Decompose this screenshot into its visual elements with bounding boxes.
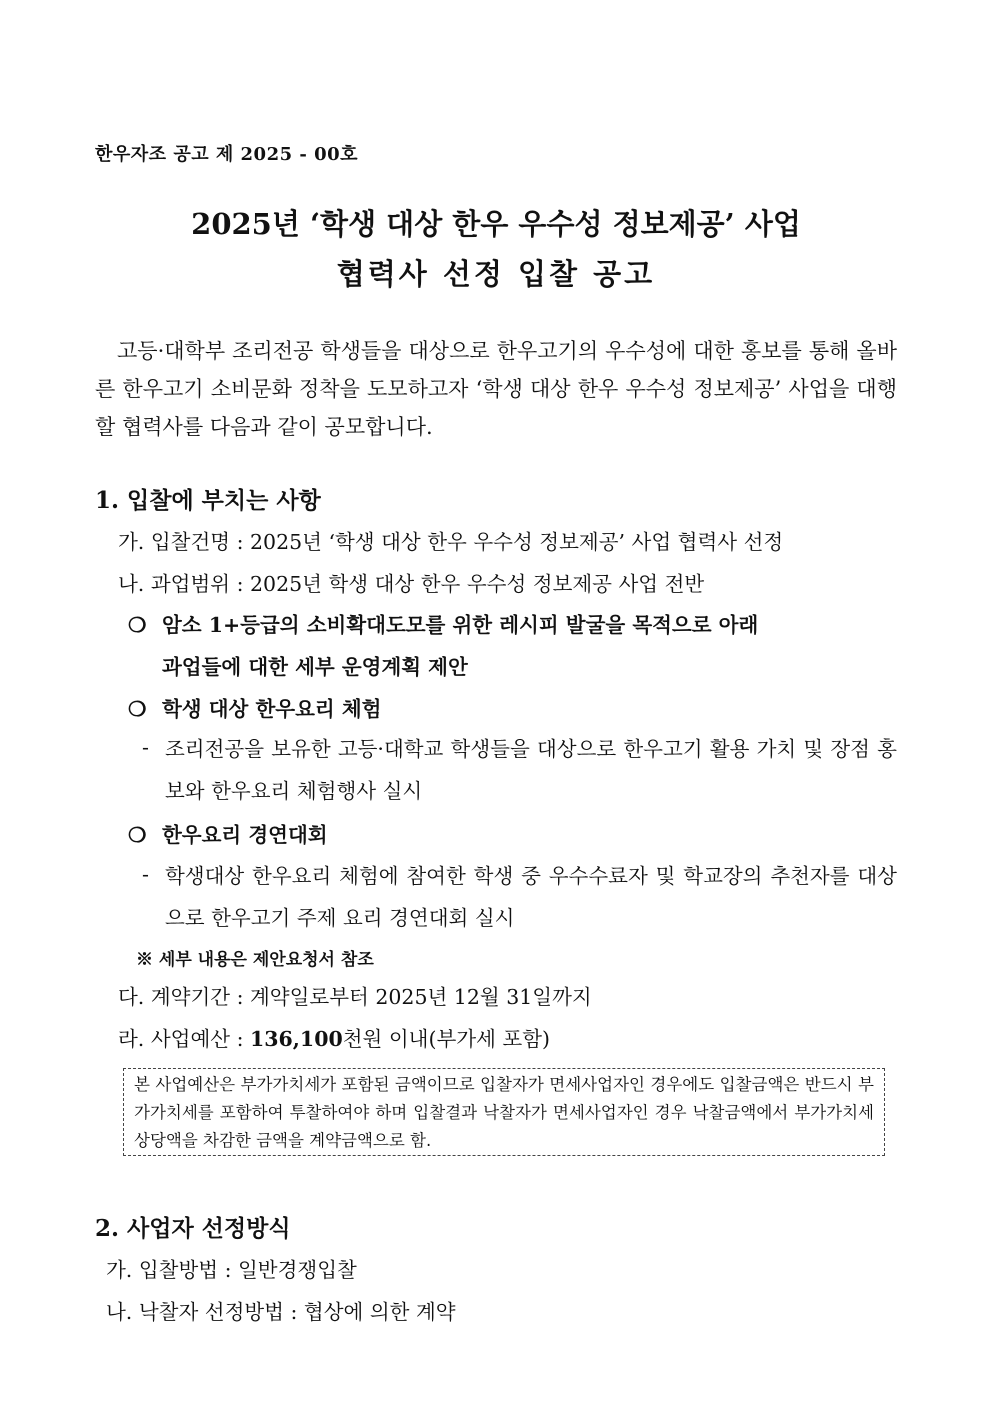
bullet-2-label: 학생 대상 한우요리 체험 xyxy=(162,697,382,721)
budget-amount: 136,100 xyxy=(250,1027,343,1051)
page-title-line1: 2025년 ‘학생 대상 한우 우수성 정보제공’ 사업 xyxy=(191,207,801,241)
bullet-1-line2: 과업들에 대한 세부 운영계획 제안 xyxy=(162,655,468,679)
item-ra-prefix: 라. 사업예산 : xyxy=(118,1027,250,1051)
section1-item-ra xyxy=(118,1022,550,1052)
bullet-1-line1: 암소 1+등급의 소비확대도모를 위한 레시피 발굴을 목적으로 아래 xyxy=(162,613,759,637)
item-ra-suffix: 천원 이내(부가세 포함) xyxy=(342,1027,550,1051)
section1-item-ga: 가. 입찰건명 : 2025년 ‘학생 대상 한우 우수성 정보제공’ 사업 협력사 선정 xyxy=(118,530,784,554)
bullet-3 xyxy=(128,818,328,848)
budget-notice-box: 본 사업예산은 부가가치세가 포함된 금액이므로 입찰자가 면세사업자인 경우에도 입찰금액은 반드시 부가가치세를 포함하여 투찰하여야 하며 입찰결과 낙찰자가 면세사업자인 경우 낙찰금액에서 부가가치세 상당액을 차감한 금액을 계약금액으로 함. xyxy=(123,1068,885,1156)
circle-bullet-icon: ❍ xyxy=(128,613,147,637)
bullet-2-detail: 조리전공을 보유한 고등·대학교 학생들을 대상으로 한우고기 활용 가치 및 장점 홍보와 한우요리 체험행사 실시 xyxy=(165,737,897,803)
intro-paragraph: 고등·대학부 조리전공 학생들을 대상으로 한우고기의 우수성에 대한 홍보를 통해 올바른 한우고기 소비문화 정착을 도모하고자 ‘학생 대상 한우 우수성 정보제공’ 사업을 대행할 협력사를 다음과 같이 공모합니다. xyxy=(95,339,897,439)
section1-heading: 1. 입찰에 부치는 사항 xyxy=(95,487,321,514)
section2-heading: 2. 사업자 선정방식 xyxy=(95,1215,291,1242)
section1-item-da: 다. 계약기간 : 계약일로부터 2025년 12월 31일까지 xyxy=(118,985,592,1009)
bullet-1 xyxy=(128,608,758,638)
circle-bullet-icon: ❍ xyxy=(128,823,147,847)
bullet-2-dash: - xyxy=(142,735,149,759)
bullet-3-detail: 학생대상 한우요리 체험에 참여한 학생 중 우수수료자 및 학교장의 추천자를 대상으로 한우고기 주제 요리 경연대회 실시 xyxy=(165,864,897,930)
detail-note: ※ 세부 내용은 제안요청서 참조 xyxy=(136,950,374,970)
circle-bullet-icon: ❍ xyxy=(128,697,147,721)
section2-item-na: 나. 낙찰자 선정방법 : 협상에 의한 계약 xyxy=(106,1300,456,1324)
bullet-3-dash: - xyxy=(142,862,149,886)
section2-item-ga: 가. 입찰방법 : 일반경쟁입찰 xyxy=(106,1258,357,1282)
notice-number: 한우자조 공고 제 2025 - 00호 xyxy=(95,144,359,165)
page-title-line2: 협력사 선정 입찰 공고 xyxy=(336,257,656,291)
bullet-2 xyxy=(128,692,381,722)
section1-item-na: 나. 과업범위 : 2025년 학생 대상 한우 우수성 정보제공 사업 전반 xyxy=(118,572,705,596)
bullet-3-label: 한우요리 경연대회 xyxy=(162,823,328,847)
